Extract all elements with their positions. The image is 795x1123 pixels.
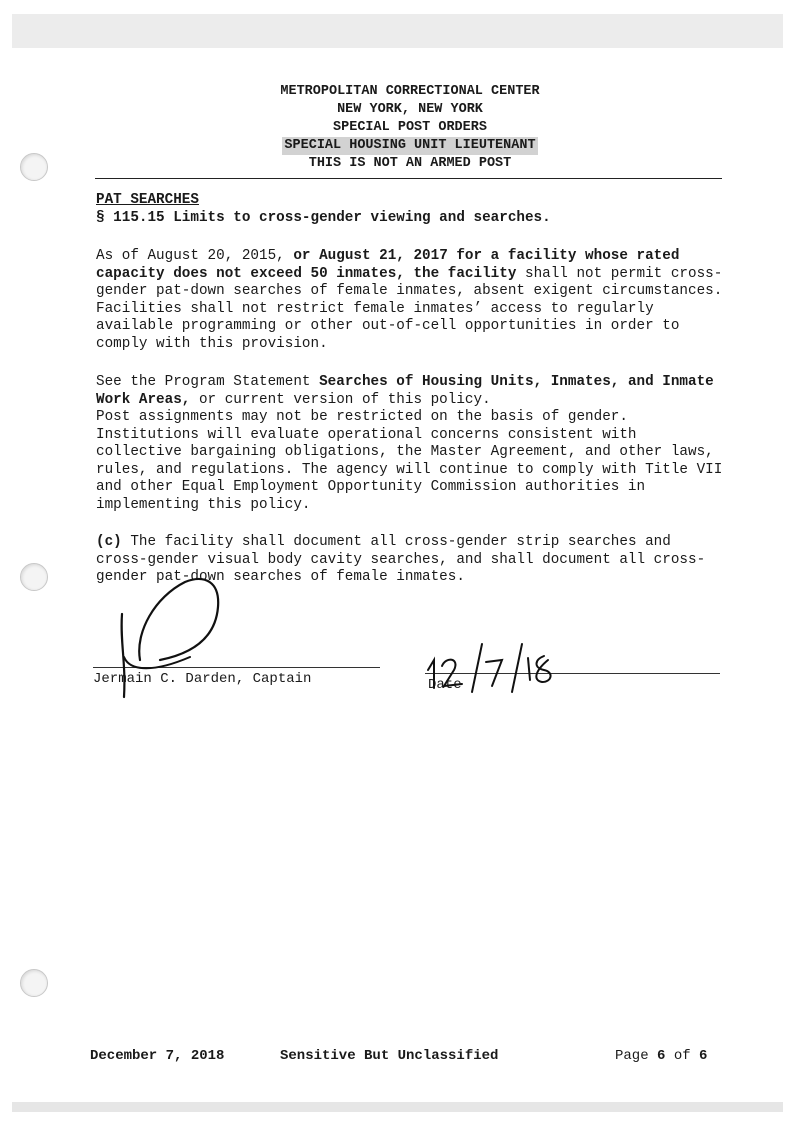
section-subtitle: § 115.15 Limits to cross-gender viewing and searches. [96,209,551,226]
section-heading [96,192,726,227]
paragraph-1-text-b: shall not permit cross-gender pat-down searches of female inmates, absent exigent circumstances. Facilities shall not restrict female inmates’ access to regularly available programming or other out-of-cell opportunities in order to comply with this provision. [96,265,723,352]
signatory-name: Jermain C. Darden, Captain [93,671,312,687]
paragraph-1 [96,248,726,353]
header-line-institution: METROPOLITAN CORRECTIONAL CENTER [280,84,540,99]
page-number [615,1048,707,1064]
scan-edge-bottom [12,1102,783,1112]
footer-classification: Sensitive But Unclassified [280,1048,499,1064]
paragraph-2-text-a: See the Program Statement [96,374,320,390]
header-divider [95,178,722,179]
paragraph-3-text: The facility shall document all cross-gender strip searches and cross-gender visual body cavity searches, and shall document all cross-gender pat-down searches of female inmates. [96,534,706,585]
date-label: Date [428,677,462,693]
page-total: 6 [699,1048,708,1064]
paragraph-2-text-b: or current version of this policy. [190,391,491,408]
page-prefix: Page [615,1048,658,1064]
header-line-armed-status: THIS IS NOT AN ARMED POST [308,156,512,171]
page-of: of [665,1048,700,1064]
punch-hole [20,563,48,591]
paragraph-1-bold: or August 21, 2017 for a facility whose rated capacity does not exceed 50 inmates, the facility [96,248,680,282]
header-line-post: SPECIAL HOUSING UNIT LIEUTENANT [284,138,536,153]
paragraph-3-label: (c) [96,534,122,550]
paragraph-2-bold: Searches of Housing Units, Inmates, and Inmate Work Areas, [96,374,714,408]
document-header [190,83,630,173]
page-current: 6 [657,1048,666,1064]
punch-hole [20,969,48,997]
footer-date: December 7, 2018 [90,1048,225,1064]
paragraph-1-text-a: As of August 20, 2015, [96,248,294,264]
scan-edge-top [12,14,783,48]
paragraph-2-text-c: Post assignments may not be restricted on the basis of gender. Institutions will evaluate operational concerns consistent with collective bargaining obligations, the Master Agreement, and other laws, rules, and regulations. The agency will continue to comply with Title VII and other Equal Employment Opportunity Commission authorities in implementing this policy. [96,409,723,513]
handwritten-signature [100,562,240,712]
handwritten-date [420,630,560,694]
paragraph-2 [96,374,726,514]
punch-hole [20,153,48,181]
header-line-doc-type: SPECIAL POST ORDERS [333,120,487,135]
section-title: PAT SEARCHES [96,192,199,208]
header-line-location: NEW YORK, NEW YORK [337,102,483,117]
